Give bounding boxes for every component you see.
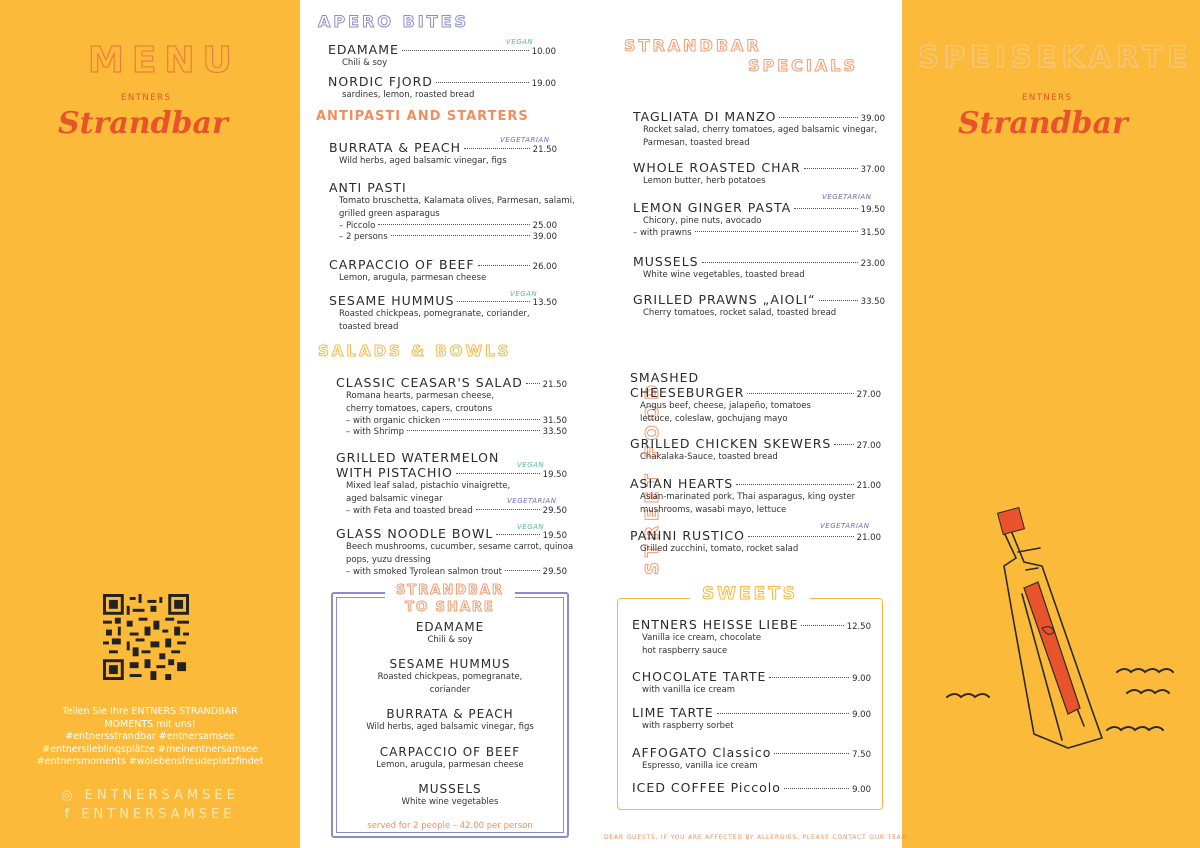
leader-dots — [769, 677, 849, 678]
specials-heading-line1: STRANDBAR — [624, 36, 762, 55]
vegetarian-badge: VEGETARIAN — [507, 497, 557, 505]
brand-logo: Strandbar — [958, 106, 1128, 141]
share-footer: served for 2 people – 42.00 per person — [367, 821, 533, 831]
item-name: WHOLE ROASTED CHAR — [633, 160, 801, 175]
allergy-note: DEAR GUESTS, IF YOU ARE AFFECTED BY ALLERGIES, PLEASE CONTACT OUR TEAM. — [604, 834, 911, 841]
item-desc: Wild herbs, aged balsamic vinegar, figs — [339, 156, 507, 166]
qr-code[interactable] — [103, 594, 189, 680]
specials-heading-line2: SPECIALS — [748, 56, 858, 75]
item-price: 26.00 — [532, 262, 557, 272]
item-price: 27.00 — [856, 390, 881, 400]
option-label: – 2 persons — [339, 232, 388, 242]
item-name: GRILLED WATERMELON — [336, 450, 500, 465]
item-name: MUSSELS — [418, 782, 482, 796]
item-price: 13.50 — [532, 298, 557, 308]
menu-title: MENU — [88, 40, 240, 81]
item-desc: sardines, lemon, roasted bread — [342, 90, 475, 100]
menu-item-glass-noodle — [336, 526, 574, 577]
leader-dots — [747, 393, 853, 394]
item-name: LEMON GINGER PASTA — [633, 200, 792, 215]
leader-dots — [736, 484, 853, 485]
option-price: 31.50 — [542, 416, 567, 426]
menu-item-nordic-fjord — [328, 74, 556, 102]
item-name: GLASS NOODLE BOWL — [336, 526, 494, 541]
vegan-badge: VEGAN — [517, 461, 545, 469]
item-desc: Vanilla ice cream, chocolate — [642, 633, 762, 643]
leader-dots — [478, 265, 530, 266]
menu-item-heisse-liebe — [632, 617, 871, 658]
item-price: 19.00 — [531, 79, 556, 89]
item-name: BURRATA & PEACH — [329, 140, 461, 155]
option-price: 33.50 — [542, 427, 567, 437]
heading-line: STRANDBAR — [396, 583, 504, 598]
option-price: 25.00 — [532, 221, 557, 231]
menu-item-roasted-char — [633, 160, 885, 188]
option-label: – with smoked Tyrolean salmon trout — [346, 567, 502, 577]
item-desc: pops, yuzu dressing — [346, 555, 431, 565]
item-desc: Rocket salad, cherry tomatoes, aged balsamic vinegar, — [643, 125, 878, 135]
vegan-badge: VEGAN — [510, 290, 538, 298]
item-desc: Parmesan, toasted bread — [643, 138, 750, 148]
item-price: 21.50 — [532, 145, 557, 155]
item-name: PANINI RUSTICO — [630, 528, 745, 543]
leader-dots — [443, 419, 539, 420]
menu-item-grilled-prawns — [633, 292, 885, 320]
menu-item-chocolate-tarte — [632, 669, 871, 697]
item-price: 21.00 — [856, 533, 881, 543]
menu-item-mussels — [633, 254, 885, 282]
leader-dots — [476, 509, 540, 510]
item-desc: Asian-marinated pork, Thai asparagus, king oyster — [640, 492, 856, 502]
menu-item-affogato — [632, 745, 871, 773]
item-desc: White wine vegetables, toasted bread — [643, 270, 805, 280]
share-line: Teilen Sie Ihre ENTNERS STRANDBAR — [62, 706, 238, 717]
item-price: 21.50 — [542, 380, 567, 390]
leader-dots — [436, 82, 529, 83]
item-desc: Lemon, arugula, parmesan cheese — [339, 273, 487, 283]
option-price: 39.00 — [532, 232, 557, 242]
item-desc: Angus beef, cheese, jalapeño, tomatoes — [640, 401, 811, 411]
item-name: CLASSIC CEASAR'S SALAD — [336, 375, 523, 390]
item-desc: coriander — [429, 685, 471, 695]
menu-item-tagliata — [633, 109, 885, 150]
item-desc: aged balsamic vinegar — [346, 494, 443, 504]
item-desc: hot raspberry sauce — [642, 646, 728, 656]
option-label: – with organic chicken — [346, 416, 441, 426]
item-price: 9.00 — [852, 674, 871, 684]
leader-dots — [819, 300, 858, 301]
menu-item-panini — [630, 528, 881, 556]
leader-dots — [804, 168, 858, 169]
item-name: GRILLED PRAWNS „AIOLI“ — [633, 292, 816, 307]
item-price: 23.00 — [860, 259, 885, 269]
to-share-heading — [385, 582, 515, 616]
brand-logo: Strandbar — [58, 106, 228, 141]
right-panel — [902, 0, 1200, 848]
item-name: ANTI PASTI — [329, 180, 407, 195]
menu-item-cheeseburger — [630, 370, 881, 426]
item-price: 19.50 — [542, 470, 567, 480]
item-name: ENTNERS HEISSE LIEBE — [632, 617, 799, 632]
item-price: 39.00 — [860, 114, 885, 124]
share-line: #entnersstrandbar #entnersamsee — [65, 731, 235, 742]
leader-dots — [456, 473, 540, 474]
instagram-icon: ◎ — [61, 788, 85, 803]
option-label: – Piccolo — [339, 221, 376, 231]
share-item-edamame — [335, 620, 565, 647]
item-desc: Romana hearts, parmesan cheese, — [346, 391, 495, 401]
leader-dots — [717, 713, 849, 714]
menu-item-iced-coffee — [632, 780, 871, 795]
section-antipasti-heading: ANTIPASTI AND STARTERS — [316, 109, 529, 124]
item-name: GRILLED CHICKEN SKEWERS — [630, 436, 832, 451]
item-desc: Mixed leaf salad, pistachio vinaigrette, — [346, 481, 511, 491]
menu-item-watermelon — [336, 450, 567, 516]
section-salads-heading: SALADS & BOWLS — [318, 342, 512, 360]
item-desc: Lemon, arugula, parmesan cheese — [376, 760, 524, 770]
option-price: 31.50 — [860, 228, 885, 238]
heading-line: TO SHARE — [405, 600, 495, 615]
option-label: – with Shrimp — [346, 427, 405, 437]
menu-item-asian-hearts — [630, 476, 881, 517]
item-desc: with raspberry sorbet — [642, 721, 734, 731]
leader-dots — [834, 444, 853, 445]
item-desc: White wine vegetables — [401, 797, 499, 807]
sweets-heading: SWEETS — [690, 584, 810, 604]
item-desc: Chicory, pine nuts, avocado — [643, 216, 762, 226]
item-price: 19.50 — [542, 531, 567, 541]
item-price: 9.00 — [852, 785, 871, 795]
item-desc: Cherry tomatoes, rocket salad, toasted bread — [643, 308, 837, 318]
leader-dots — [748, 536, 854, 537]
vegetarian-badge: VEGETARIAN — [820, 522, 870, 530]
speisekarte-title: SPEISEKARTE — [918, 40, 1192, 74]
item-price: 12.50 — [846, 622, 871, 632]
item-name: SMASHED — [630, 370, 700, 385]
item-desc: Chili & soy — [342, 58, 388, 68]
item-desc: Roasted chickpeas, pomegranate, coriander, — [339, 309, 530, 319]
section-apero-heading: APERO BITES — [318, 12, 470, 31]
menu-item-lemon-ginger-pasta — [633, 200, 885, 238]
item-name: EDAMAME — [415, 620, 485, 634]
option-price: 29.50 — [542, 506, 567, 516]
item-desc: with vanilla ice cream — [642, 685, 736, 695]
leader-dots — [402, 50, 529, 51]
menu-item-chicken-skewers — [630, 436, 881, 464]
item-name: CHOCOLATE TARTE — [632, 669, 767, 684]
leader-dots — [702, 262, 858, 263]
leader-dots — [794, 208, 857, 209]
item-price: 7.50 — [852, 750, 871, 760]
vegetarian-badge: VEGETARIAN — [500, 136, 550, 144]
item-desc: lettuce, coleslaw, gochujang mayo — [640, 414, 788, 424]
share-item-burrata — [335, 707, 565, 734]
vegetarian-badge: VEGETARIAN — [822, 193, 872, 201]
item-desc: Chili & soy — [427, 635, 473, 645]
leader-dots — [464, 148, 530, 149]
item-name: BURRATA & PEACH — [386, 707, 514, 721]
item-price: 19.50 — [860, 205, 885, 215]
leader-dots — [505, 570, 540, 571]
item-name: AFFOGATO Classico — [632, 745, 772, 760]
menu-item-edamame — [328, 42, 556, 70]
facebook-icon: f — [64, 807, 82, 822]
vegan-badge: VEGAN — [517, 523, 545, 531]
item-price: 37.00 — [860, 165, 885, 175]
item-desc: Beech mushrooms, cucumber, sesame carrot, quinoa — [346, 542, 574, 552]
item-desc: Roasted chickpeas, pomegranate, — [377, 672, 523, 682]
brand-small: ENTNERS — [121, 93, 172, 103]
left-panel — [0, 0, 300, 848]
item-name: MUSSELS — [633, 254, 699, 269]
item-name: SESAME HUMMUS — [389, 657, 511, 671]
item-name: SESAME HUMMUS — [329, 293, 455, 308]
item-desc: grilled green asparagus — [339, 209, 440, 219]
leader-dots — [391, 235, 530, 236]
item-desc: Espresso, vanilla ice cream — [642, 761, 758, 771]
item-price: 33.50 — [860, 297, 885, 307]
item-price: 21.00 — [856, 481, 881, 491]
street-food-heading: STREET FOOD — [642, 379, 664, 576]
item-name: WITH PISTACHIO — [336, 465, 453, 480]
item-name: ASIAN HEARTS — [630, 476, 734, 491]
share-line: #entnersmoments #wolebensfreudeplatzfindet — [36, 756, 264, 767]
bottle-illustration — [942, 500, 1192, 760]
item-desc: cherry tomatoes, capers, croutons — [346, 404, 493, 414]
leader-dots — [774, 753, 849, 754]
share-item-carpaccio — [335, 745, 565, 772]
leader-dots — [526, 383, 540, 384]
menu-item-ceasar-salad — [336, 375, 567, 437]
leader-dots — [779, 117, 857, 118]
vegan-badge: VEGAN — [506, 38, 534, 46]
brand-small: ENTNERS — [1022, 93, 1073, 103]
share-item-mussels — [335, 782, 565, 809]
leader-dots — [695, 231, 858, 232]
item-desc: Wild herbs, aged balsamic vinegar, figs — [366, 722, 534, 732]
item-desc: Lemon butter, herb potatoes — [643, 176, 766, 186]
item-name: CARPACCIO OF BEEF — [329, 257, 475, 272]
leader-dots — [407, 430, 540, 431]
item-name: TAGLIATA DI MANZO — [633, 109, 777, 124]
item-desc: Chakalaka-Sauce, toasted bread — [640, 452, 778, 462]
item-name: CARPACCIO OF BEEF — [379, 745, 521, 759]
share-item-hummus — [335, 657, 565, 697]
facebook-link[interactable]: f ENTNERSAMSEE — [64, 807, 236, 822]
item-name: LIME TARTE — [632, 705, 714, 720]
item-name: NORDIC FJORD — [328, 74, 433, 89]
leader-dots — [784, 788, 849, 789]
option-label: – with prawns — [633, 228, 692, 238]
menu-item-carpaccio — [329, 257, 557, 285]
item-name: ICED COFFEE Piccolo — [632, 780, 781, 795]
leader-dots — [457, 301, 529, 302]
item-price: 10.00 — [531, 47, 556, 57]
menu-item-anti-pasti — [329, 180, 575, 242]
share-line: MOMENTS mit uns! — [104, 718, 196, 730]
option-price: 29.50 — [542, 567, 567, 577]
leader-dots — [801, 625, 843, 626]
item-desc: mushrooms, wasabi mayo, lettuce — [640, 505, 787, 515]
instagram-link[interactable]: ◎ ENTNERSAMSEE — [61, 788, 239, 803]
item-name: EDAMAME — [328, 42, 399, 57]
share-line: #entnerslieblingsplätze #meinentnersamsee — [42, 743, 258, 755]
menu-item-sesame-hummus — [329, 293, 557, 334]
option-label: – with Feta and toasted bread — [346, 506, 473, 516]
leader-dots — [496, 534, 539, 535]
item-price: 9.00 — [852, 710, 871, 720]
item-desc: toasted bread — [339, 322, 399, 332]
leader-dots — [378, 224, 529, 225]
menu-item-burrata — [329, 140, 557, 168]
item-desc: Grilled zucchini, tomato, rocket salad — [640, 544, 799, 554]
menu-item-lime-tarte — [632, 705, 871, 733]
item-name: CHEESEBURGER — [630, 385, 745, 400]
item-price: 27.00 — [856, 441, 881, 451]
item-desc: Tomato bruschetta, Kalamata olives, Parmesan, salami, — [339, 196, 575, 206]
